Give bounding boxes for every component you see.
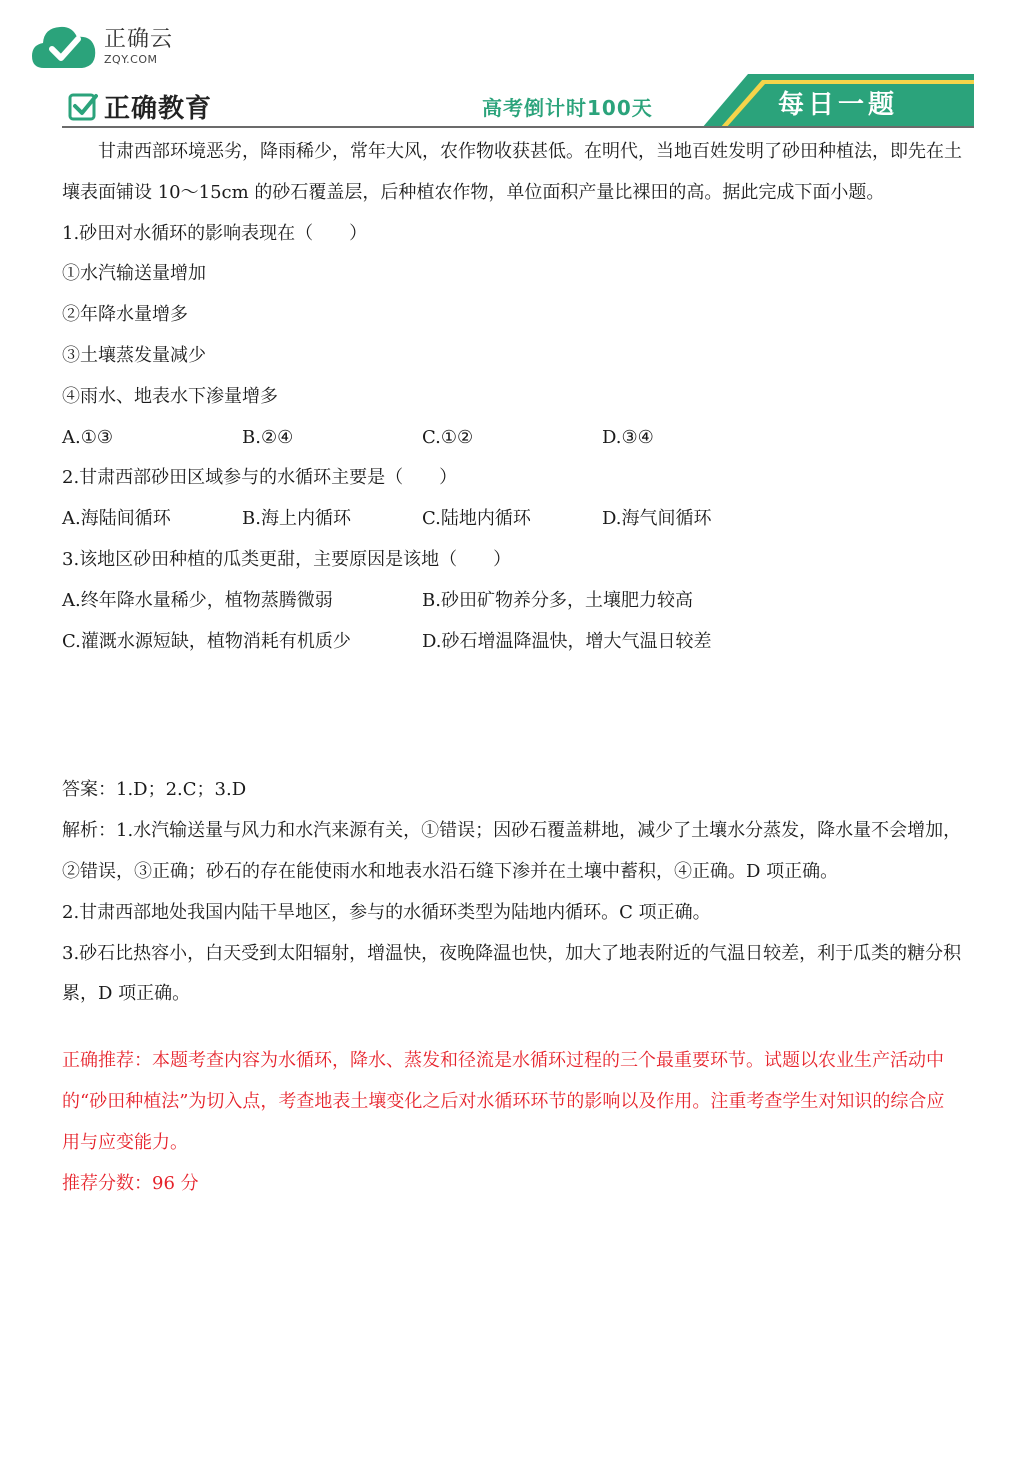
header-banner [62,74,974,130]
logo-domain: ZQY.COM [104,53,158,66]
q1-item: ③土壤蒸发量减少 [62,344,206,366]
brand-name: 正确教育 [104,94,213,124]
checkbox-icon [68,92,98,122]
q2-option-c: C.陆地内循环 [422,508,531,530]
q2-options [62,499,962,540]
q3-stem: 3.该地区砂田种植的瓜类更甜，主要原因是该地（ ） [62,548,512,570]
q2-stem: 2.甘肃西部砂田区域参与的水循环主要是（ ） [62,467,458,489]
question-intro: 甘肃西部环境恶劣，降雨稀少，常年大风，农作物收获甚低。在明代，当地百姓发明了砂田种植法，即先在土壤表面铺设 10～15cm 的砂石覆盖层，后种植农作物，单位面积产量比裸田的高。据此完成下面小题。 [62,141,962,203]
q1-option-b: B.②④ [242,426,294,448]
q2-option-a: A.海陆间循环 [62,508,171,530]
site-logo [30,22,173,72]
recommended-score: 推荐分数：96 分 [62,1172,199,1194]
analysis-paragraph: 3.砂石比热容小，白天受到太阳辐射，增温快，夜晚降温也快，加大了地表附近的气温日较差，利于瓜类的糖分积累，D 项正确。 [62,942,962,1005]
q1-option-a: A.①③ [62,426,113,448]
q3-options-row1 [62,581,962,622]
countdown-text: 高考倒计时100天 [482,96,653,120]
q1-option-d: D.③④ [602,426,654,448]
q1-option-c: C.①② [422,426,474,448]
q1-options [62,418,962,459]
q1-item: ②年降水量增多 [62,304,188,326]
q1-item: ④雨水、地表水下渗量增多 [62,385,278,407]
q1-item: ①水汽输送量增加 [62,263,206,285]
logo-name: 正确云 [104,27,174,52]
q1-stem: 1.砂田对水循环的影响表现在（ ） [62,222,368,244]
daily-question-label: 每日一题 [778,90,899,120]
q3-options-row2 [62,622,962,663]
q3-option-c: C.灌溉水源短缺，植物消耗有机质少 [62,630,351,652]
question-content [62,132,962,1204]
header-divider [62,126,974,128]
recommendation-text: 正确推荐：本题考查内容为水循环，降水、蒸发和径流是水循环过程的三个最重要环节。试题以农业生产活动中的“砂田种植法”为切入点，考查地表土壤变化之后对水循环环节的影响以及作用。注重考查学生对知识的综合应用与应变能力。 [62,1050,945,1153]
brand [68,88,212,125]
analysis-paragraph: 2.甘肃西部地处我国内陆干旱地区，参与的水循环类型为陆地内循环。C 项正确。 [62,901,711,923]
cloud-check-icon [30,22,98,72]
answer-line: 答案：1.D；2.C；3.D [62,779,247,801]
q3-option-a: A.终年降水量稀少，植物蒸腾微弱 [62,589,333,611]
q3-option-b: B.砂田矿物养分多，土壤肥力较高 [422,589,693,611]
q2-option-b: B.海上内循环 [242,508,351,530]
q3-option-d: D.砂石增温降温快，增大气温日较差 [422,630,712,652]
q2-option-d: D.海气间循环 [602,508,712,530]
analysis-paragraph: 解析：1.水汽输送量与风力和水汽来源有关，①错误；因砂石覆盖耕地，减少了土壤水分蒸发，降水量不会增加，②错误，③正确；砂石的存在能使雨水和地表水沿石缝下渗并在土壤中蓄积，④正确。D 项正确。 [62,820,962,882]
